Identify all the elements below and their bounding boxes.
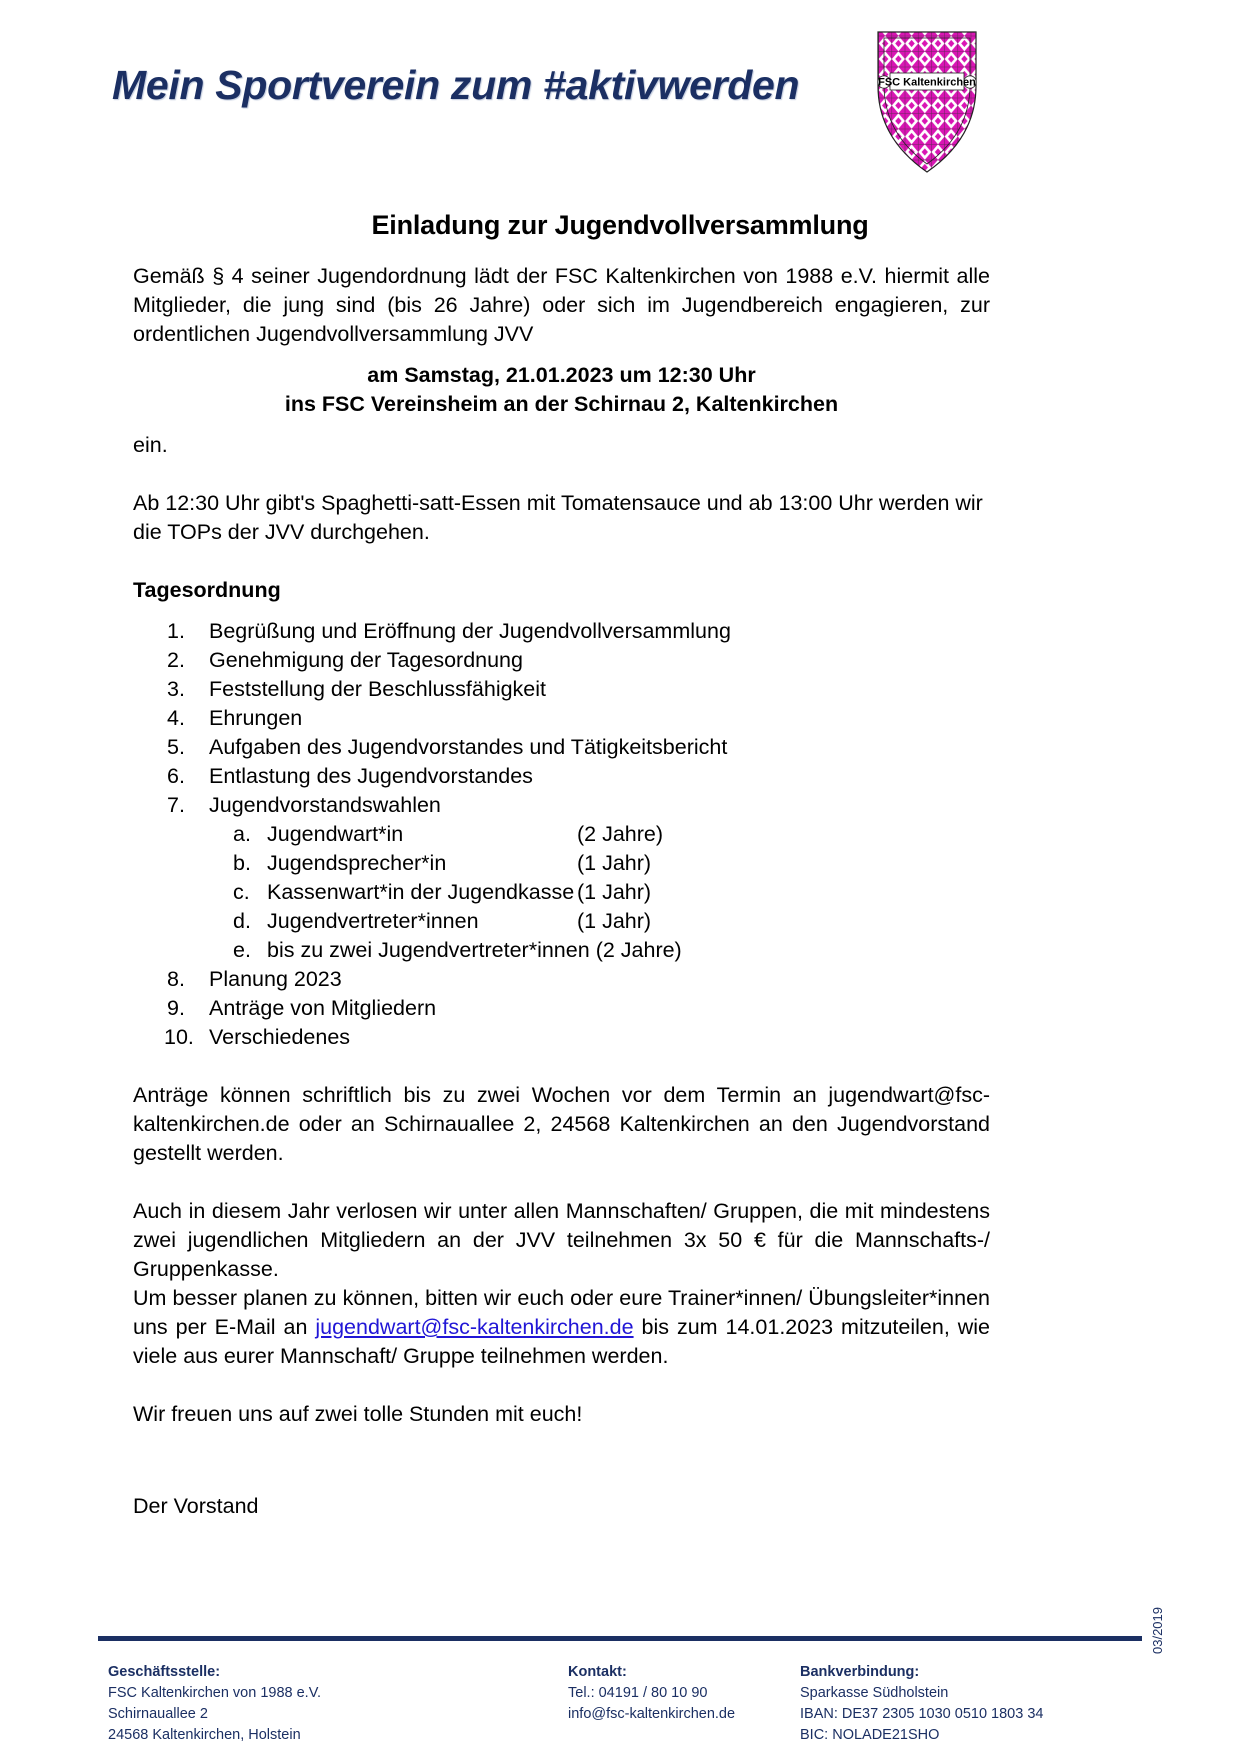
page-footer: [0, 1648, 1240, 1754]
footer-office-heading: Geschäftsstelle:: [108, 1664, 221, 1680]
agenda-subitem-term: (2 Jahre): [577, 822, 664, 846]
agenda-item-number: 7.: [167, 793, 185, 817]
agenda-subitem-term: (1 Jahr): [577, 909, 652, 933]
footer-bank-heading: Bankverbindung:: [800, 1664, 920, 1680]
agenda-item: [133, 704, 990, 733]
rsvp-paragraph: [133, 1284, 990, 1371]
agenda-item-label: Feststellung der Beschlussfähigkeit: [209, 677, 547, 701]
agenda-item-number: 2.: [167, 648, 185, 672]
agenda-item: [133, 646, 990, 675]
meeting-date-line: am Samstag, 21.01.2023 um 12:30 Uhr: [367, 363, 756, 387]
agenda-subitem: [209, 936, 990, 965]
agenda-subitem-label: Kassenwart*in der Jugendkasse: [267, 880, 575, 904]
agenda-item: [133, 675, 990, 704]
agenda-subitem-number: d.: [233, 909, 251, 933]
agenda-subitem-term: (2 Jahre): [595, 938, 682, 962]
agenda-item-number: 3.: [167, 677, 185, 701]
agenda-subitem: [209, 878, 990, 907]
agenda-item: [133, 1023, 990, 1052]
agenda-item-number: 1.: [167, 619, 185, 643]
agenda-subitem-number: c.: [233, 880, 250, 904]
fsc-kaltenkirchen-shield-logo: [872, 28, 982, 176]
agenda-item-number: 5.: [167, 735, 185, 759]
agenda-subitem-label: Jugendwart*in: [267, 822, 404, 846]
agenda-item: [133, 617, 990, 646]
intro-paragraph: Gemäß § 4 seiner Jugendordnung lädt der FSC Kaltenkirchen von 1988 e.V. hiermit alle Mitglieder, die jung sind (bis 26 Jahre) oder sich im Jugendbereich engagieren, zur ordentlichen Jugendvollversammlung JVV: [133, 264, 990, 346]
rsvp-text-after: bis zum 14.01.2023 mitzuteilen, wie viele aus eurer Mannschaft/ Gruppe teilnehmen werden.: [133, 1315, 991, 1368]
footer-iban: IBAN: DE37 2305 1030 0510 1803 34: [800, 1706, 1044, 1722]
agenda-item-label: Begrüßung und Eröffnung der Jugendvollversammlung: [209, 619, 731, 643]
footer-bank-name: Sparkasse Südholstein: [800, 1685, 949, 1701]
page-title: Einladung zur Jugendvollversammlung: [371, 210, 869, 240]
page-header: [0, 0, 1240, 190]
agenda-subitem: [209, 849, 990, 878]
agenda-heading: Tagesordnung: [133, 578, 281, 602]
raffle-paragraph: Auch in diesem Jahr verlosen wir unter allen Mannschaften/ Gruppen, die mit mindestens zwei jugendlichen Mitgliedern an der JVV teilnehmen 3x 50 € für die Mannschafts-/ Gruppenkasse.: [133, 1199, 990, 1281]
agenda-list: [133, 617, 990, 1052]
footer-divider: [98, 1636, 1142, 1641]
agenda-subitem-number: b.: [233, 851, 251, 875]
agenda-item: [133, 791, 990, 965]
logo-text: FSC Kaltenkirchen: [878, 76, 976, 89]
agenda-subitem-term: (1 Jahr): [577, 880, 652, 904]
agenda-item-number: 10.: [164, 1025, 194, 1049]
agenda-subitem-label: Jugendvertreter*innen: [267, 909, 479, 933]
agenda-item-label: Jugendvorstandswahlen: [209, 793, 441, 817]
rsvp-text-before: Um besser planen zu können, bitten wir euch oder eure Trainer*innen/ Übungsleiter*innen uns per E-Mail an: [133, 1286, 990, 1339]
agenda-item: [133, 733, 990, 762]
agenda-item: [133, 762, 990, 791]
signature: Der Vorstand: [133, 1494, 259, 1518]
footer-office-column: [108, 1662, 528, 1746]
agenda-item-label: Entlastung des Jugendvorstandes: [209, 764, 533, 788]
agenda-item-number: 8.: [167, 967, 185, 991]
footer-office-line: FSC Kaltenkirchen von 1988 e.V.: [108, 1685, 322, 1701]
agenda-item: [133, 965, 990, 994]
agenda-item-label: Aufgaben des Jugendvorstandes und Tätigkeitsbericht: [209, 735, 728, 759]
agenda-subitem-term: (1 Jahr): [577, 851, 652, 875]
agenda-subitem: [209, 907, 990, 936]
footer-contact-heading: Kontakt:: [568, 1664, 627, 1680]
agenda-item: [133, 994, 990, 1023]
document-body: [133, 262, 990, 1521]
agenda-item-label: Verschiedenes: [209, 1025, 351, 1049]
closing-paragraph: Wir freuen uns auf zwei tolle Stunden mit euch!: [133, 1402, 583, 1426]
footer-bank-column: [800, 1662, 1100, 1746]
agenda-subitem-number: e.: [233, 938, 251, 962]
club-slogan: Mein Sportverein zum #aktivwerden: [112, 62, 800, 108]
closing-word: ein.: [133, 433, 168, 457]
footer-email: info@fsc-kaltenkirchen.de: [568, 1706, 736, 1722]
agenda-item-number: 4.: [167, 706, 185, 730]
motions-paragraph: Anträge können schriftlich bis zu zwei Wochen vor dem Termin an jugendwart@fsc-kaltenkirchen.de oder an Schirnauallee 2, 24568 Kaltenkirchen an den Jugendvorstand gestellt werden.: [133, 1083, 990, 1165]
footer-contact-column: [568, 1662, 778, 1725]
agenda-item-label: Anträge von Mitgliedern: [209, 996, 437, 1020]
agenda-item-label: Ehrungen: [209, 706, 303, 730]
footer-phone: Tel.: 04191 / 80 10 90: [568, 1685, 708, 1701]
agenda-item-number: 9.: [167, 996, 185, 1020]
footer-office-line: 24568 Kaltenkirchen, Holstein: [108, 1727, 301, 1743]
footer-office-line: Schirnauallee 2: [108, 1706, 208, 1722]
footer-bic: BIC: NOLADE21SHO: [800, 1727, 940, 1743]
agenda-item-label: Genehmigung der Tagesordnung: [209, 648, 523, 672]
agenda-item-number: 6.: [167, 764, 185, 788]
agenda-sublist: [209, 820, 990, 965]
agenda-subitem-number: a.: [233, 822, 251, 846]
meeting-venue-line: ins FSC Vereinsheim an der Schirnau 2, Kaltenkirchen: [284, 392, 839, 416]
agenda-subitem: [209, 820, 990, 849]
food-note-paragraph: Ab 12:30 Uhr gibt's Spaghetti-satt-Essen mit Tomatensauce und ab 13:00 Uhr werden wir die TOPs der JVV durchgehen.: [133, 491, 983, 544]
agenda-subitem-label: Jugendsprecher*in: [267, 851, 447, 875]
footer-version-marker: 03/2019: [1150, 1607, 1165, 1654]
jugendwart-email-link[interactable]: jugendwart@fsc-kaltenkirchen.de: [315, 1315, 634, 1339]
agenda-subitem-label: bis zu zwei Jugendvertreter*innen: [267, 938, 590, 962]
agenda-item-label: Planung 2023: [209, 967, 342, 991]
